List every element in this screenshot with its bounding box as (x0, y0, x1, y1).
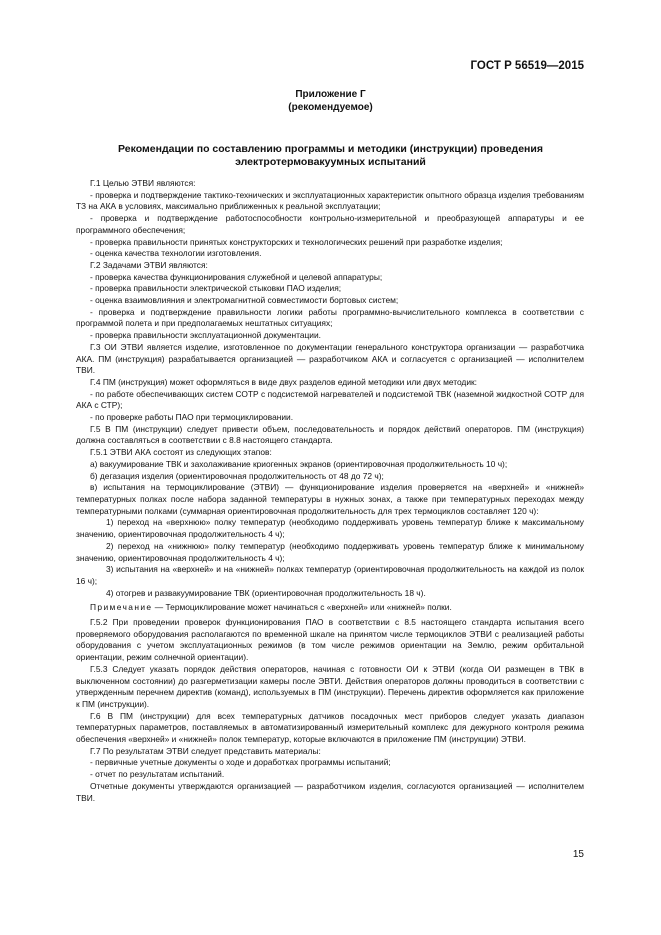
paragraph: - проверка правильности эксплуатационной документации. (90, 330, 321, 341)
paragraph: Г.5.2 При проведении проверок функционирования ПАО в соответствии с 8.5 настоящего стандарта испытания всего проверяемого оборудования располагаются по временной шкале на принятом числе термоциклов ЭТВИ с реализацией работы оборудования с учетом эксплуатационных режимов (в том числе режимов ориентации на Землю, режим орбитальной ориентации, режим солнечной ориентации). (76, 617, 584, 663)
paragraph: - оценка взаимовлияния и электромагнитной совместимости бортовых систем; (90, 295, 399, 306)
paragraph: 2) переход на «нижнюю» полку температур (необходимо поддерживать уровень температур ближе к минимальному значению, ориентировочная продолжительность 4 ч); (76, 540, 584, 563)
paragraph: - по работе обеспечивающих систем СОТР с подсистемой нагревателей и подсистемой ТВК (наземной жидкостной СОТР для АКА с СТР); (76, 388, 584, 411)
appendix-subtitle: (рекомендуемое) (288, 102, 373, 113)
paragraph: Г.3 ОИ ЭТВИ является изделие, изготовленное по документации генерального конструктора организации — разработчика АКА. ПМ (инструкция) разрабатывается организацией — разработчиком АКА и согласуется с организацией — исполнителем ТВИ. (76, 341, 584, 376)
document-body (76, 178, 584, 804)
paragraph: 3) испытания на «верхней» и на «нижней» полках температур (ориентировочная продолжительность на каждой из полок 16 ч); (76, 564, 584, 586)
appendix-heading (0, 88, 661, 114)
section-title-line-2: электротермовакуумных испытаний (235, 156, 426, 168)
paragraph: - проверка правильности принятых конструкторских и технологических решений при разработке изделия; (90, 236, 503, 247)
paragraph-list-2 (76, 617, 584, 804)
paragraph: Г.5 В ПМ (инструкции) следует привести объем, последовательность и порядок действий операторов. ПМ (инструкция) должна составляться в соответствии с 8.8 настоящего стандарта. (76, 423, 584, 446)
paragraph: 1) переход на «верхнюю» полку температур (необходимо поддерживать уровень температур ближе к максимальному значению, ориентировочная продолжительность 4 ч); (76, 517, 584, 540)
appendix-title: Приложение Г (295, 89, 366, 100)
paragraph: - отчет по результатам испытаний. (90, 769, 225, 780)
paragraph: Г.6 В ПМ (инструкции) для всех температурных датчиков посадочных мест приборов следует указать диапазон температурных параметров, поставляемых в автоматизированный измерительный комплекс для дежурного контроля режима обеспечения «верхней» и «нижней» полок температур, которые включаются в приложение ПМ (инструкции) ЭТВИ. (76, 710, 584, 745)
paragraph: - проверка и подтверждение работоспособности контрольно-измерительной и преобразующей аппаратуры и ее программного обеспечения; (76, 213, 584, 235)
section-title (100, 143, 561, 169)
paragraph: Г.7 По результатам ЭТВИ следует представить материалы: (90, 745, 321, 756)
paragraph: - по проверке работы ПАО при термоциклировании. (90, 412, 294, 423)
note-text: — Термоциклирование может начинаться с «верхней» или «нижней» полки. (152, 602, 452, 613)
page-number: 15 (572, 849, 584, 860)
section-title-line-1: Рекомендации по составлению программы и методики (инструкции) проведения (118, 143, 543, 155)
paragraph: б) дегазация изделия (ориентировочная продолжительность от 48 до 72 ч); (90, 470, 384, 481)
paragraph: Г.4 ПМ (инструкция) может оформляться в виде двух разделов единой методики или двух методик: (90, 376, 477, 387)
paragraph: в) испытания на термоциклирование (ЭТВИ) — функционирование изделия проверяется на «верхней» и «нижней» температурных полках после набора заданной температуры в нужных зонах, а также при температурных переходах между температурными полками (суммарная ориентировочная продолжительность для трех термоциклов составляет 120 ч): (76, 482, 584, 516)
paragraph: Г.5.1 ЭТВИ АКА состоят из следующих этапов: (90, 447, 272, 458)
paragraph: - оценка качества технологии изготовления. (90, 248, 262, 259)
paragraph: 4) отогрев и развакуумирование ТВК (ориентировочная продолжительность 18 ч). (106, 587, 426, 598)
paragraph: Г.2 Задачами ЭТВИ являются: (90, 259, 208, 270)
paragraph: - проверка правильности электрической стыковки ПАО изделия; (90, 283, 342, 294)
paragraph-list (76, 178, 584, 599)
paragraph: - первичные учетные документы о ходе и доработках программы испытаний; (90, 757, 391, 768)
paragraph: - проверка качества функционирования служебной и целевой аппаратуры; (90, 271, 383, 282)
paragraph: - проверка и подтверждение тактико-технических и эксплуатационных характеристик опытного образца изделия требованиям ТЗ на АКА в условиях, максимально приближенных к реальной эксплуатации; (76, 189, 584, 212)
paragraph: Г.5.3 Следует указать порядок действия операторов, начиная с готовности ОИ к ЭТВИ (когда ОИ размещен в ТВК в выключенном состоянии) до разгерметизации камеры после ЭВТИ. Действия операторов должны проводиться в соответствии с утвержденным перечнем директив (команд), используемых в ПМ (инструкции). Перечень директив оформляется как приложение к ПМ (инструкции). (76, 663, 584, 709)
paragraph: Отчетные документы утверждаются организацией — разработчиком изделия, согласуются организацией — исполнителем ТВИ. (76, 780, 584, 803)
paragraph: а) вакуумирование ТВК и захолаживание криогенных экранов (ориентировочная продолжительность 10 ч); (90, 458, 508, 469)
note-label: Примечание (90, 602, 153, 613)
paragraph: Г.1 Целью ЭТВИ являются: (90, 178, 196, 188)
document-code: ГОСТ Р 56519—2015 (470, 60, 584, 72)
note-paragraph (76, 602, 584, 614)
paragraph: - проверка и подтверждение правильности логики работы программно-вычислительного комплекса в соответствии с программой полета и при предполагаемых нештатных ситуациях; (76, 306, 584, 329)
